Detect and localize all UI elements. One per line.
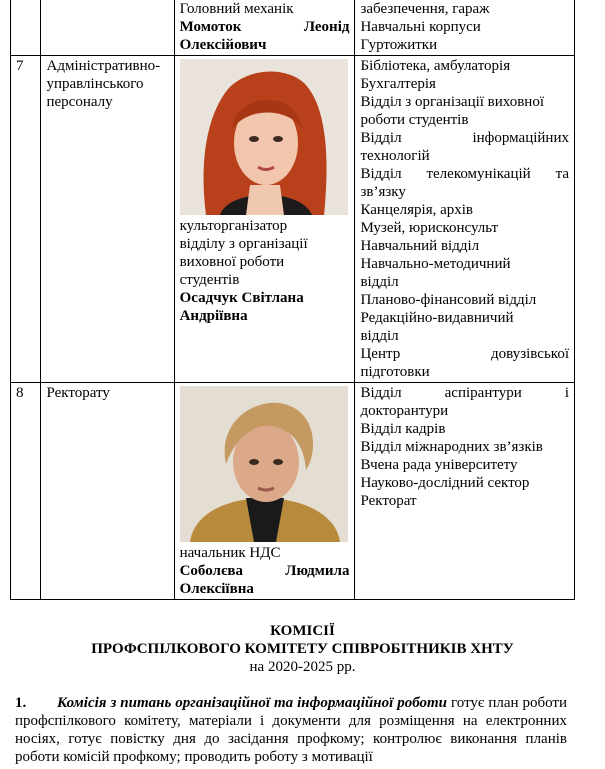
section-period: на 2020-2025 рр. [249,659,356,675]
unit-line: Бухгалтерія [360,76,436,92]
person-position: Головний механік [179,1,294,17]
portrait-photo [180,386,348,542]
section-subheading: ПРОФСПІЛКОВОГО КОМІТЕТУ СПІВРОБІТНИКІВ ХНТУ [91,641,514,657]
table-row [11,56,575,383]
person-position: студентів [179,272,240,288]
commission-title: Комісія з питань організаційної та інформаційної роботи [57,695,448,711]
units-cell [355,56,575,383]
unit-line: забезпечення, гараж [360,1,490,17]
person-name: Осадчук Світлана [179,290,304,306]
category-line: персоналу [46,94,113,110]
category-cell [41,0,174,56]
unit-line: Навчальний відділ [360,238,480,254]
unit-line: Науково-дослідний сектор [360,475,530,491]
category-line: управлінського [46,76,144,92]
person-name: Момоток Леонід [179,19,350,35]
category-line: Ректорату [46,385,110,401]
row-number-cell: 8 [11,383,41,600]
unit-line: роботи студентів [360,112,469,128]
unit-line: відділ [360,328,399,344]
unit-line: Ректорат [360,493,417,509]
person-cell [174,383,355,600]
table-row [11,383,575,600]
units-cell [355,383,575,600]
section-heading: КОМІСІЇ [270,623,335,639]
person-position: начальник НДС [179,545,281,561]
unit-line: Відділ аспірантури і [360,385,569,401]
unit-line: Канцелярія, архів [360,202,474,218]
unit-line: Навчальні корпуси [360,19,481,35]
unit-line: відділ [360,274,399,290]
row-number-cell [11,0,41,56]
paragraph-number: 1. [15,695,27,711]
unit-line: Навчально-методичний [360,256,511,272]
table-row [11,0,575,56]
units-cell [355,0,575,56]
person-name: Олексійович [179,37,267,53]
unit-line: Музей, юрисконсульт [360,220,499,236]
commission-description: готує план роботи профспілкового комітету, матеріали і документи для розміщення на електронних носіях, готує повістку дня до засідання профкому; контролює виконання планів роботи комісій профкому; проводить роботу з мотивації [15,695,568,765]
person-position: виховної роботи [179,254,285,270]
person-position: культорганізатор [179,218,288,234]
unit-line: підготовки [360,364,430,380]
unit-line: Гуртожитки [360,37,438,53]
person-name: Соболєва Людмила [179,563,350,579]
category-line: Адміністративно- [46,58,161,74]
person-name: Андріївна [179,308,248,324]
person-position: відділу з організації [179,236,308,252]
commission-paragraph [15,694,567,766]
unit-line: докторантури [360,403,449,419]
unit-line: Відділ з організації виховної [360,94,544,110]
category-cell [41,56,174,383]
unit-line: Центр довузівської [360,346,569,362]
person-cell [174,56,355,383]
person-name: Олексіївна [179,581,254,597]
unit-line: технологій [360,148,430,164]
unit-line: зв’язку [360,184,406,200]
unit-line: Планово-фінансовий відділ [360,292,537,308]
row-number-cell: 7 [11,56,41,383]
unit-line: Бібліотека, амбулаторія [360,58,511,74]
unit-line: Відділ телекомунікацій та [360,166,569,182]
portrait-photo [180,59,348,215]
unit-line: Відділ кадрів [360,421,446,437]
unit-line: Відділ міжнародних зв’язків [360,439,543,455]
person-cell [174,0,355,56]
committee-table [10,0,575,600]
category-cell [41,383,174,600]
unit-line: Відділ інформаційних [360,130,569,146]
unit-line: Редакційно-видавничий [360,310,514,326]
unit-line: Вчена рада університету [360,457,518,473]
